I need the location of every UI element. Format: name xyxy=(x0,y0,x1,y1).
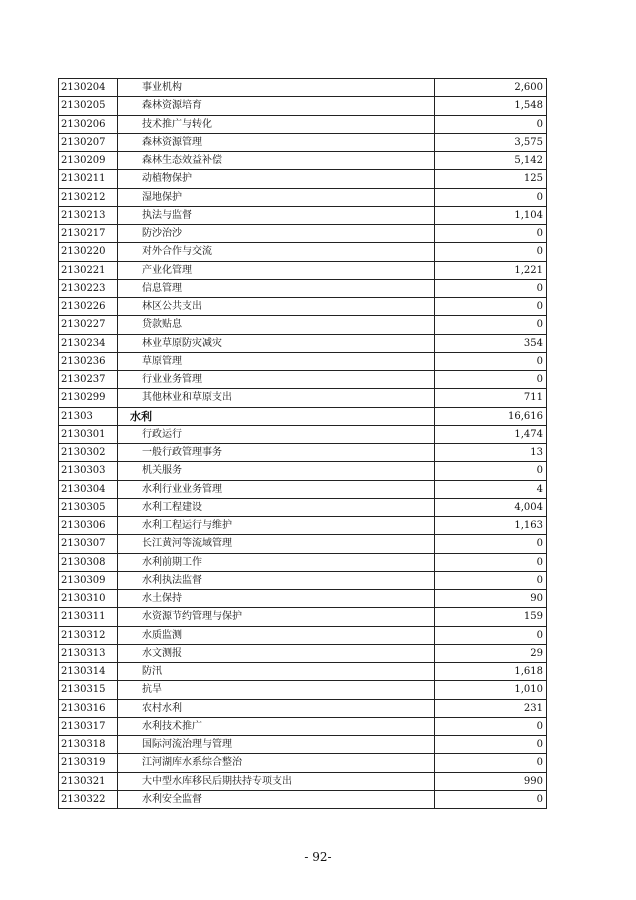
amount-cell: 354 xyxy=(435,334,547,352)
subject-name-cell: 草原管理 xyxy=(118,352,435,370)
subject-code-cell: 2130237 xyxy=(59,371,118,389)
table-body xyxy=(59,79,547,809)
subject-code-cell: 2130316 xyxy=(59,699,118,717)
amount-cell: 90 xyxy=(435,590,547,608)
amount-cell: 159 xyxy=(435,608,547,626)
subject-code-cell: 2130306 xyxy=(59,517,118,535)
amount-cell: 0 xyxy=(435,243,547,261)
table-row xyxy=(59,279,547,297)
subject-name-cell: 动植物保护 xyxy=(118,170,435,188)
amount-cell: 0 xyxy=(435,535,547,553)
table-row xyxy=(59,371,547,389)
amount-cell: 4 xyxy=(435,480,547,498)
subject-code-cell: 2130211 xyxy=(59,170,118,188)
amount-cell: 1,221 xyxy=(435,261,547,279)
subject-code-cell: 2130309 xyxy=(59,571,118,589)
subject-name-cell: 一般行政管理事务 xyxy=(118,444,435,462)
amount-cell: 711 xyxy=(435,389,547,407)
amount-cell: 1,163 xyxy=(435,517,547,535)
table-row xyxy=(59,790,547,808)
amount-cell: 1,474 xyxy=(435,425,547,443)
amount-cell: 3,575 xyxy=(435,133,547,151)
subject-code-cell: 2130303 xyxy=(59,462,118,480)
table-row xyxy=(59,626,547,644)
table-row xyxy=(59,298,547,316)
table-row xyxy=(59,170,547,188)
table-row xyxy=(59,97,547,115)
subject-name-cell: 湿地保护 xyxy=(118,188,435,206)
subject-code-cell: 2130311 xyxy=(59,608,118,626)
table-row xyxy=(59,517,547,535)
subject-name-cell: 防汛 xyxy=(118,663,435,681)
subject-name-cell: 大中型水库移民后期扶持专项支出 xyxy=(118,772,435,790)
subject-code-cell: 2130322 xyxy=(59,790,118,808)
subject-code-cell: 2130317 xyxy=(59,717,118,735)
subject-code-cell: 2130315 xyxy=(59,681,118,699)
subject-name-cell: 水土保持 xyxy=(118,590,435,608)
page-number: - 92- xyxy=(304,850,332,864)
amount-cell: 0 xyxy=(435,462,547,480)
amount-cell: 0 xyxy=(435,316,547,334)
subject-name-cell: 水资源节约管理与保护 xyxy=(118,608,435,626)
subject-name-cell: 贷款贴息 xyxy=(118,316,435,334)
subject-name-cell: 抗旱 xyxy=(118,681,435,699)
subject-name-cell: 行业业务管理 xyxy=(118,371,435,389)
subject-code-cell: 2130221 xyxy=(59,261,118,279)
subject-name-cell: 信息管理 xyxy=(118,279,435,297)
subject-code-cell: 21303 xyxy=(59,407,118,425)
subject-name-cell: 水利前期工作 xyxy=(118,553,435,571)
subject-code-cell: 2130206 xyxy=(59,115,118,133)
amount-cell: 0 xyxy=(435,626,547,644)
subject-name-cell: 事业机构 xyxy=(118,79,435,97)
amount-cell: 0 xyxy=(435,553,547,571)
subject-code-cell: 2130223 xyxy=(59,279,118,297)
subject-code-cell: 2130227 xyxy=(59,316,118,334)
amount-cell: 1,618 xyxy=(435,663,547,681)
subject-code-cell: 2130312 xyxy=(59,626,118,644)
subject-code-cell: 2130207 xyxy=(59,133,118,151)
subject-name-cell: 其他林业和草原支出 xyxy=(118,389,435,407)
subject-name-cell: 国际河流治理与管理 xyxy=(118,736,435,754)
subject-code-cell: 2130213 xyxy=(59,206,118,224)
subject-name-cell: 水利技术推广 xyxy=(118,717,435,735)
amount-cell: 125 xyxy=(435,170,547,188)
subject-code-cell: 2130307 xyxy=(59,535,118,553)
table-row xyxy=(59,352,547,370)
amount-cell: 0 xyxy=(435,571,547,589)
subject-name-cell: 防沙治沙 xyxy=(118,225,435,243)
table-row xyxy=(59,590,547,608)
subject-name-cell: 行政运行 xyxy=(118,425,435,443)
table-row xyxy=(59,334,547,352)
subject-code-cell: 2130217 xyxy=(59,225,118,243)
subject-code-cell: 2130305 xyxy=(59,498,118,516)
subject-name-cell: 水利行业业务管理 xyxy=(118,480,435,498)
subject-code-cell: 2130308 xyxy=(59,553,118,571)
table-row xyxy=(59,152,547,170)
amount-cell: 13 xyxy=(435,444,547,462)
subject-code-cell: 2130205 xyxy=(59,97,118,115)
table-row xyxy=(59,717,547,735)
amount-cell: 0 xyxy=(435,279,547,297)
table-row xyxy=(59,444,547,462)
table-row xyxy=(59,608,547,626)
subject-name-cell: 对外合作与交流 xyxy=(118,243,435,261)
table-row xyxy=(59,699,547,717)
subject-code-cell: 2130304 xyxy=(59,480,118,498)
table-row xyxy=(59,425,547,443)
subject-code-cell: 2130209 xyxy=(59,152,118,170)
table-row xyxy=(59,115,547,133)
amount-cell: 0 xyxy=(435,188,547,206)
table-row xyxy=(59,133,547,151)
subject-code-cell: 2130226 xyxy=(59,298,118,316)
amount-cell: 0 xyxy=(435,790,547,808)
subject-code-cell: 2130302 xyxy=(59,444,118,462)
amount-cell: 1,548 xyxy=(435,97,547,115)
subject-code-cell: 2130318 xyxy=(59,736,118,754)
subject-name-cell: 水利工程运行与维护 xyxy=(118,517,435,535)
amount-cell: 990 xyxy=(435,772,547,790)
amount-cell: 0 xyxy=(435,225,547,243)
table-row xyxy=(59,188,547,206)
amount-cell: 29 xyxy=(435,644,547,662)
subject-name-cell: 执法与监督 xyxy=(118,206,435,224)
subject-name-cell: 产业化管理 xyxy=(118,261,435,279)
subject-name-cell: 林区公共支出 xyxy=(118,298,435,316)
table-row xyxy=(59,462,547,480)
table-row xyxy=(59,681,547,699)
subject-name-cell: 机关服务 xyxy=(118,462,435,480)
subject-name-cell: 江河湖库水系综合整治 xyxy=(118,754,435,772)
amount-cell: 231 xyxy=(435,699,547,717)
subject-name-cell: 水文测报 xyxy=(118,644,435,662)
subject-code-cell: 2130234 xyxy=(59,334,118,352)
table-row xyxy=(59,225,547,243)
table-row xyxy=(59,553,547,571)
amount-cell: 0 xyxy=(435,754,547,772)
table-row xyxy=(59,79,547,97)
table-row xyxy=(59,772,547,790)
subject-name-cell: 长江黄河等流域管理 xyxy=(118,535,435,553)
subject-code-cell: 2130212 xyxy=(59,188,118,206)
subject-name-cell: 水利工程建设 xyxy=(118,498,435,516)
subject-name-cell: 水利安全监督 xyxy=(118,790,435,808)
subject-name-cell: 农村水利 xyxy=(118,699,435,717)
subject-name-cell: 森林资源培育 xyxy=(118,97,435,115)
subject-name-cell: 森林资源管理 xyxy=(118,133,435,151)
table-row xyxy=(59,663,547,681)
amount-cell: 0 xyxy=(435,717,547,735)
subject-code-cell: 2130301 xyxy=(59,425,118,443)
table-row xyxy=(59,243,547,261)
subject-code-cell: 2130299 xyxy=(59,389,118,407)
table-row xyxy=(59,206,547,224)
amount-cell: 5,142 xyxy=(435,152,547,170)
subject-code-cell: 2130313 xyxy=(59,644,118,662)
amount-cell: 0 xyxy=(435,371,547,389)
subject-code-cell: 2130204 xyxy=(59,79,118,97)
subject-code-cell: 2130220 xyxy=(59,243,118,261)
amount-cell: 0 xyxy=(435,352,547,370)
amount-cell: 2,600 xyxy=(435,79,547,97)
amount-cell: 0 xyxy=(435,298,547,316)
subject-code-cell: 2130310 xyxy=(59,590,118,608)
amount-cell: 1,010 xyxy=(435,681,547,699)
amount-cell: 1,104 xyxy=(435,206,547,224)
subject-name-cell: 森林生态效益补偿 xyxy=(118,152,435,170)
table-row xyxy=(59,316,547,334)
table-row xyxy=(59,644,547,662)
table-row xyxy=(59,498,547,516)
subject-name-cell: 技术推广与转化 xyxy=(118,115,435,133)
budget-table xyxy=(58,78,547,809)
table-row xyxy=(59,571,547,589)
category-row xyxy=(59,407,547,425)
amount-cell: 0 xyxy=(435,736,547,754)
subject-code-cell: 2130321 xyxy=(59,772,118,790)
table-row xyxy=(59,736,547,754)
amount-cell: 4,004 xyxy=(435,498,547,516)
amount-cell: 16,616 xyxy=(435,407,547,425)
subject-name-cell: 水利执法监督 xyxy=(118,571,435,589)
subject-code-cell: 2130314 xyxy=(59,663,118,681)
subject-code-cell: 2130319 xyxy=(59,754,118,772)
table-row xyxy=(59,389,547,407)
amount-cell: 0 xyxy=(435,115,547,133)
subject-name-cell: 水利 xyxy=(118,407,435,425)
table-row xyxy=(59,480,547,498)
subject-code-cell: 2130236 xyxy=(59,352,118,370)
subject-name-cell: 水质监测 xyxy=(118,626,435,644)
subject-name-cell: 林业草原防灾减灾 xyxy=(118,334,435,352)
table-row xyxy=(59,261,547,279)
table-row xyxy=(59,535,547,553)
table-row xyxy=(59,754,547,772)
